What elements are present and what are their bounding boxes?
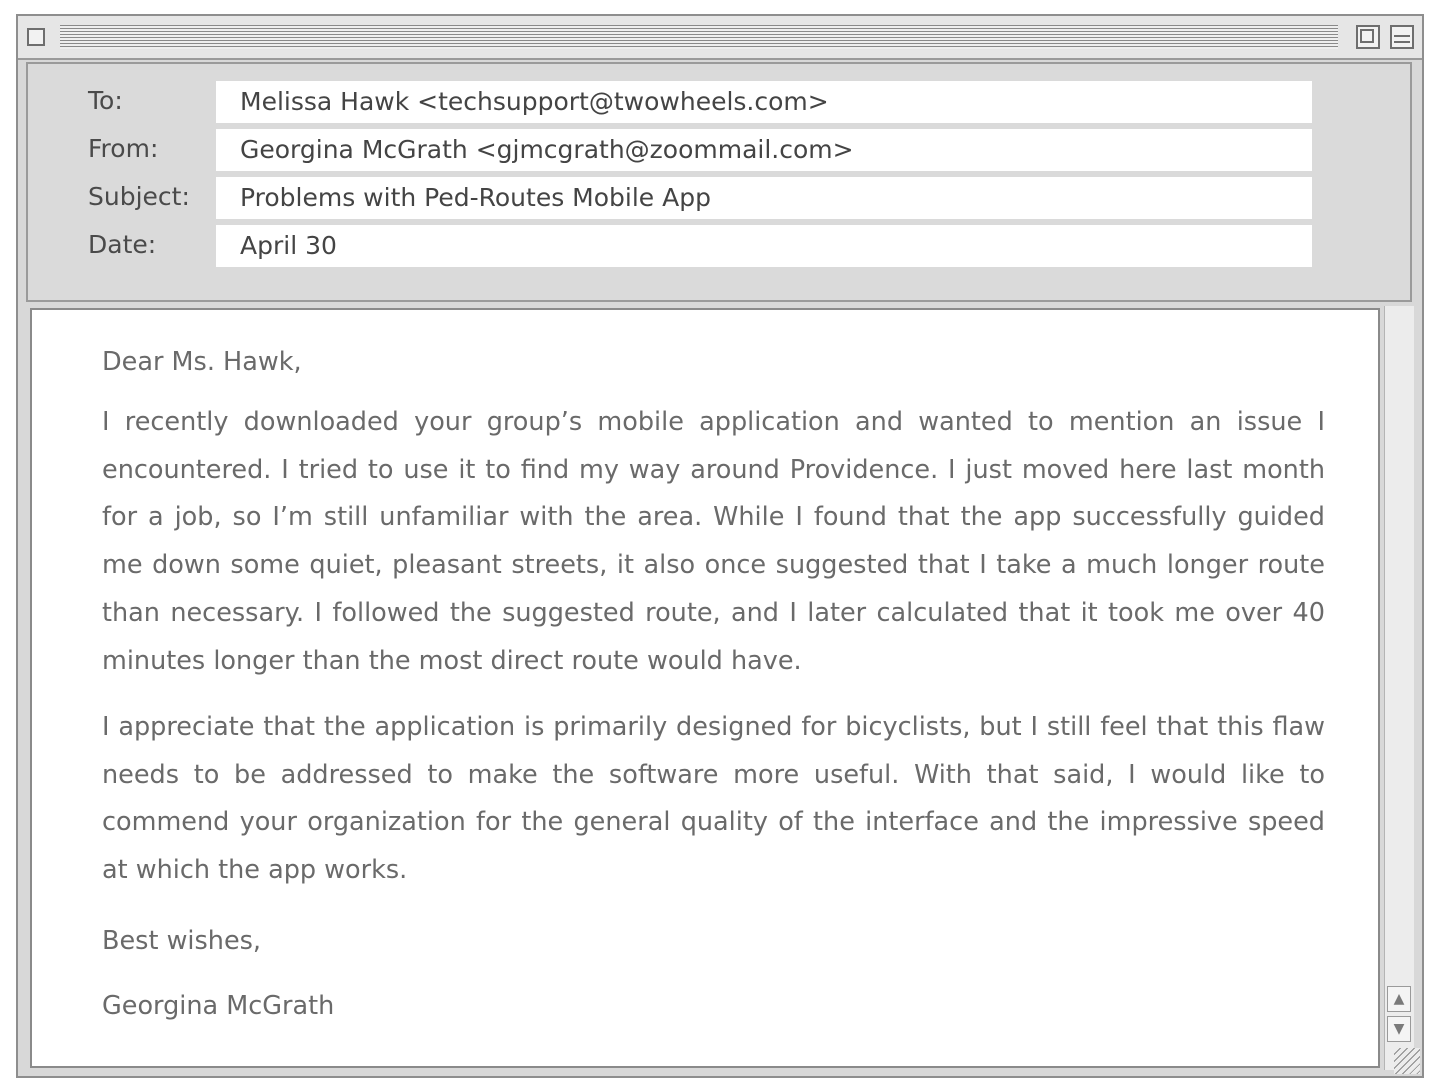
date-row — [28, 222, 1410, 268]
scroll-down-arrow-icon[interactable]: ▼ — [1387, 1016, 1411, 1042]
from-label: From: — [88, 134, 159, 163]
resize-grip-icon[interactable] — [1394, 1048, 1420, 1074]
email-header — [26, 62, 1412, 302]
title-bar[interactable] — [18, 16, 1422, 60]
subject-row — [28, 174, 1410, 220]
closing: Best wishes, — [102, 926, 262, 956]
collapse-box-icon[interactable] — [1390, 25, 1414, 49]
subject-label: Subject: — [88, 182, 190, 211]
title-bar-stripes — [60, 25, 1338, 49]
date-field[interactable]: April 30 — [216, 225, 1312, 267]
zoom-box-icon[interactable] — [1356, 25, 1380, 49]
scroll-up-arrow-icon[interactable]: ▲ — [1387, 986, 1411, 1012]
paragraph-1: I recently downloaded your group’s mobile application and wanted to mention an issue I encountered. I tried to use it to find my way around Providence. I just moved here last month for a job, so I’m still unfamiliar with the area. While I found that the app successfully guided me down some quiet, pleasant streets, it also once suggested that I take a much longer route than necessary. I followed the suggested route, and I later calculated that it took me over 40 minutes longer than the most direct route would have. — [102, 407, 1325, 676]
subject-field[interactable]: Problems with Ped-Routes Mobile App — [216, 177, 1312, 219]
greeting: Dear Ms. Hawk, — [102, 347, 302, 377]
message-body[interactable] — [30, 308, 1380, 1068]
signature: Georgina McGrath — [102, 991, 335, 1021]
email-window — [16, 14, 1424, 1078]
vertical-scrollbar[interactable] — [1384, 306, 1414, 1070]
date-label: Date: — [88, 230, 157, 259]
from-field[interactable]: Georgina McGrath <gjmcgrath@zoommail.com> — [216, 129, 1312, 171]
to-field[interactable]: Melissa Hawk <techsupport@twowheels.com> — [216, 81, 1312, 123]
paragraph-2: I appreciate that the application is primarily designed for bicyclists, but I still feel that this flaw needs to be addressed to make the software more useful. With that said, I would like to commend your organization for the general quality of the interface and the impressive speed at which the app works. — [102, 712, 1325, 886]
close-box-icon[interactable] — [27, 28, 45, 46]
to-row — [28, 78, 1410, 124]
to-label: To: — [88, 86, 123, 115]
from-row — [28, 126, 1410, 172]
